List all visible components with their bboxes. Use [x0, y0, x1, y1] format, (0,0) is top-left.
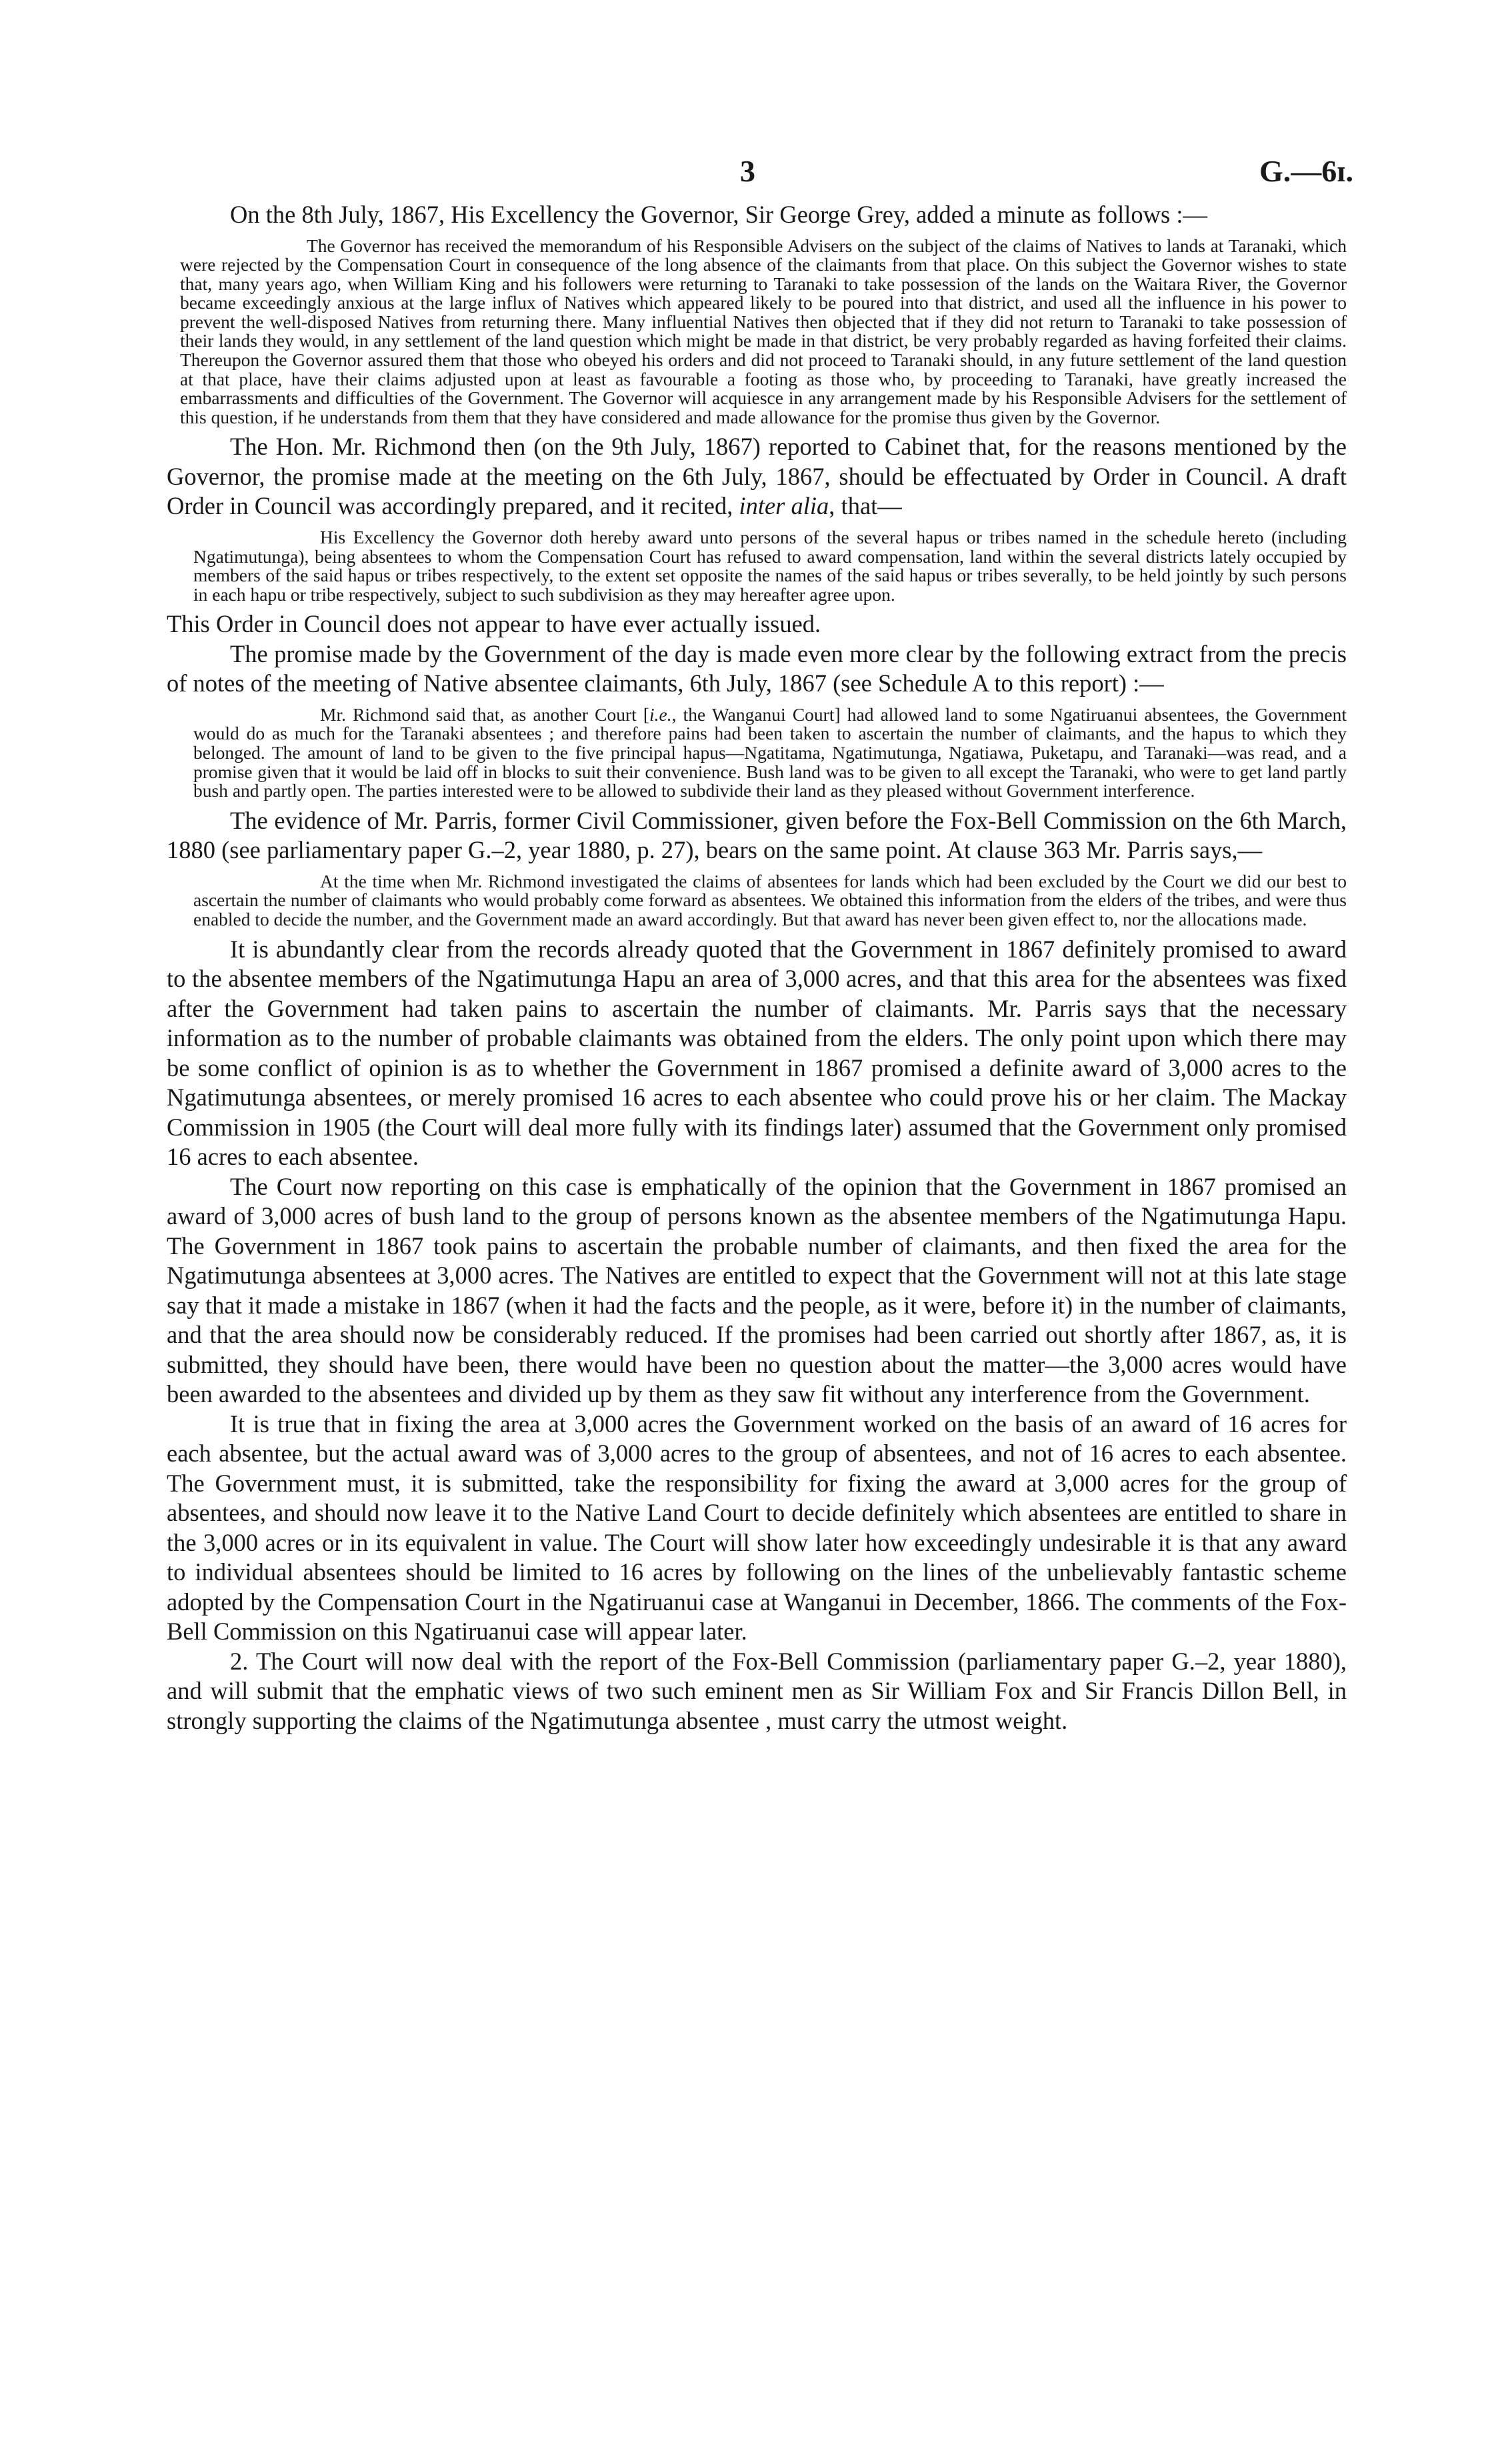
- paragraph-richmond-report: [167, 432, 1347, 521]
- paragraph-fox-bell-commission: 2. The Court will now deal with the report of the Fox-Bell Commission (parliamentary paper G.–2, year 1880), and will submit that the emphatic views of two such eminent men as Sir William Fox and Sir Francis Dillon Bell, in strongly supporting the claims of the Ngatimutunga absentee , must carry the utmost weight.: [167, 1647, 1347, 1734]
- paragraph-order-not-issued: This Order in Council does not appear to have ever actually issued.: [167, 610, 821, 638]
- paragraph-abundantly-clear: It is abundantly clear from the records already quoted that the Government in 1867 definitely promised to award to the absentee members of the Ngatimutunga Hapu an area of 3,000 acres, and that this area for the absentees was fixed after the Government had taken pains to ascertain the number of claimants. Mr. Parris says that the necessary information as to the number of probable claimants was obtained from the elders. The only point upon which there may be some conflict of opinion is as to whether the Government in 1867 promised a definite award of 3,000 acres to the Ngatimutunga absentees, or merely promised 16 acres to each absentee who could prove his or her claim. The Mackay Commission in 1905 (the Court will deal more fully with its findings later) assumed that the Government only promised 16 acres to each absentee.: [167, 935, 1347, 1171]
- paragraph-richmond-end: , that—: [829, 492, 902, 520]
- quote-richmond-precis: [193, 705, 1347, 801]
- quote-parris-clause-363: At the time when Mr. Richmond investigated the claims of absentees for lands which had been excluded by the Court we did our best to ascertain the number of claimants who would probably come forward as absentees. We obtained this information from the elders of the tribes, and were thus enabled to decide the number, and the Government made an award accordingly. But that award has never been given effect to, nor the allocations made.: [193, 870, 1347, 929]
- paragraph-governor-minute-intro: On the 8th July, 1867, His Excellency the Governor, Sir George Grey, added a minute as follows :—: [230, 201, 1207, 228]
- document-page: [167, 153, 1353, 1736]
- quote-draft-order: His Excellency the Governor doth hereby award unto persons of the several hapus or tribes named in the schedule hereto (including Ngatimutunga), being absentees to whom the Compensation Court has refused to award compensation, land within the several districts lately occupied by members of the said hapus or tribes respectively, to the extent set opposite the names of the said hapus or tribes severally, to be held jointly by such persons in each hapu or tribe respectively, subject to such subdivision as they may hereafter agree upon.: [193, 526, 1347, 605]
- page-number: 3: [740, 154, 755, 188]
- quote-richmond-text-a: Mr. Richmond said that, as another Court [: [320, 703, 650, 725]
- page-header: [167, 153, 1353, 200]
- latin-phrase: inter alia: [739, 492, 829, 520]
- paragraph-court-opinion: The Court now reporting on this case is emphatically of the opinion that the Government in 1867 promised an award of 3,000 acres of bush land to the group of persons known as the absentee members of the Ngatimutunga Hapu. The Government in 1867 took pains to ascertain the probable number of claimants, and then fixed the area for the Ngatimutunga absentees at 3,000 acres. The Natives are entitled to expect that the Government will not at this late stage say that it made a mistake in 1867 (when it had the facts and the people, as it were, before it) in the number of claimants, and that the area should now be considerably reduced. If the promises had been carried out shortly after 1867, as, it is submitted, they should have been, there would have been no question about the matter—the 3,000 acres would have been awarded to the absentees and divided up by them as they saw fit without any interference from the Government.: [167, 1172, 1347, 1408]
- quote-governor-minute: The Governor has received the memorandum of his Responsible Advisers on the subject of the claims of Natives to lands at Taranaki, which were rejected by the Compensation Court in consequence of the long absence of the claimants from that place. On this subject the Governor wishes to state that, many years ago, when William King and his followers were returning to Taranaki to take possession of the lands on the Waitara River, the Governor became exceedingly anxious at the large influx of Natives which appeared likely to be poured into that district, and used all the influence in his power to prevent the well-disposed Natives from returning there. Many influential Natives then objected that if they did not return to Taranaki to take possession of their lands they would, in any settlement of the land question which might be made in that district, be very probably regarded as having forfeited their claims. Thereupon the Governor assured them that those who obeyed his orders and did not proceed to Taranaki should, in any future settlement of the land question at that place, have their claims adjusted upon at least as favourable a footing as those who, by proceeding to Taranaki, have greatly increased the embarrassments and difficulties of the Government. The Governor will acquiesce in any arrangement made by his Responsible Advisers for the settlement of this question, if he understands from them that they have considered and made allowance for the promise thus given by the Governor.: [180, 235, 1347, 427]
- paragraph-sixteen-acres: It is true that in fixing the area at 3,000 acres the Government worked on the basis of an award of 16 acres for each absentee, but the actual award was of 3,000 acres to the group of absentees, and not of 16 acres to each absentee. The Government must, it is submitted, take the responsibility for fixing the award at 3,000 acres for the group of absentees, and should now leave it to the Native Land Court to decide definitely which absentees are entitled to share in the 3,000 acres or in its equivalent in value. The Court will show later how exceedingly undesirable it is that any award to individual absentees should be limited to 16 acres by following on the lines of the unbelievably fantastic scheme adopted by the Compensation Court in the Ngatiruanui case at Wanganui in December, 1866. The comments of the Fox-Bell Commission on this Ngatiruanui case will appear later.: [167, 1410, 1347, 1646]
- quote-richmond-text-b: , the Wanganui Court] had allowed land to some Ngatiruanui absentees, the Government would do as much for the Taranaki absentees ; and therefore pains had been taken to ascertain the number of claimants, and the hapus to which they belonged. The amount of land to be given to the five principal hapus—Ngatitama, Ngatimutunga, Ngatiawa, Puketapu, and Taranaki—was read, and a promise given that it would be laid off in blocks to suit their convenience. Bush land was to be given to all except the Taranaki, who were to get land partly bush and partly open. The parties interested were to be allowed to subdivide their land as they pleased without Government interference.: [193, 703, 1347, 801]
- paragraph-parris-evidence: The evidence of Mr. Parris, former Civil Commissioner, given before the Fox-Bell Commission on the 6th March, 1880 (see parliamentary paper G.–2, year 1880, p. 27), bears on the same point. At clause 363 Mr. Parris says,—: [167, 806, 1347, 864]
- quote-richmond-italic: i.e.: [649, 703, 672, 725]
- paragraph-promise-extract: The promise made by the Government of the day is made even more clear by the following extract from the precis of notes of the meeting of Native absentee claimants, 6th July, 1867 (see Schedule A to this report) :—: [167, 639, 1347, 697]
- paragraph-richmond-text: The Hon. Mr. Richmond then (on the 9th July, 1867) reported to Cabinet that, for the reasons mentioned by the Governor, the promise made at the meeting on the 6th July, 1867, should be effectuated by Order in Council. A draft Order in Council was accordingly prepared, and it recited,: [167, 433, 1347, 520]
- paper-reference: G.—6ɪ.: [1259, 154, 1353, 188]
